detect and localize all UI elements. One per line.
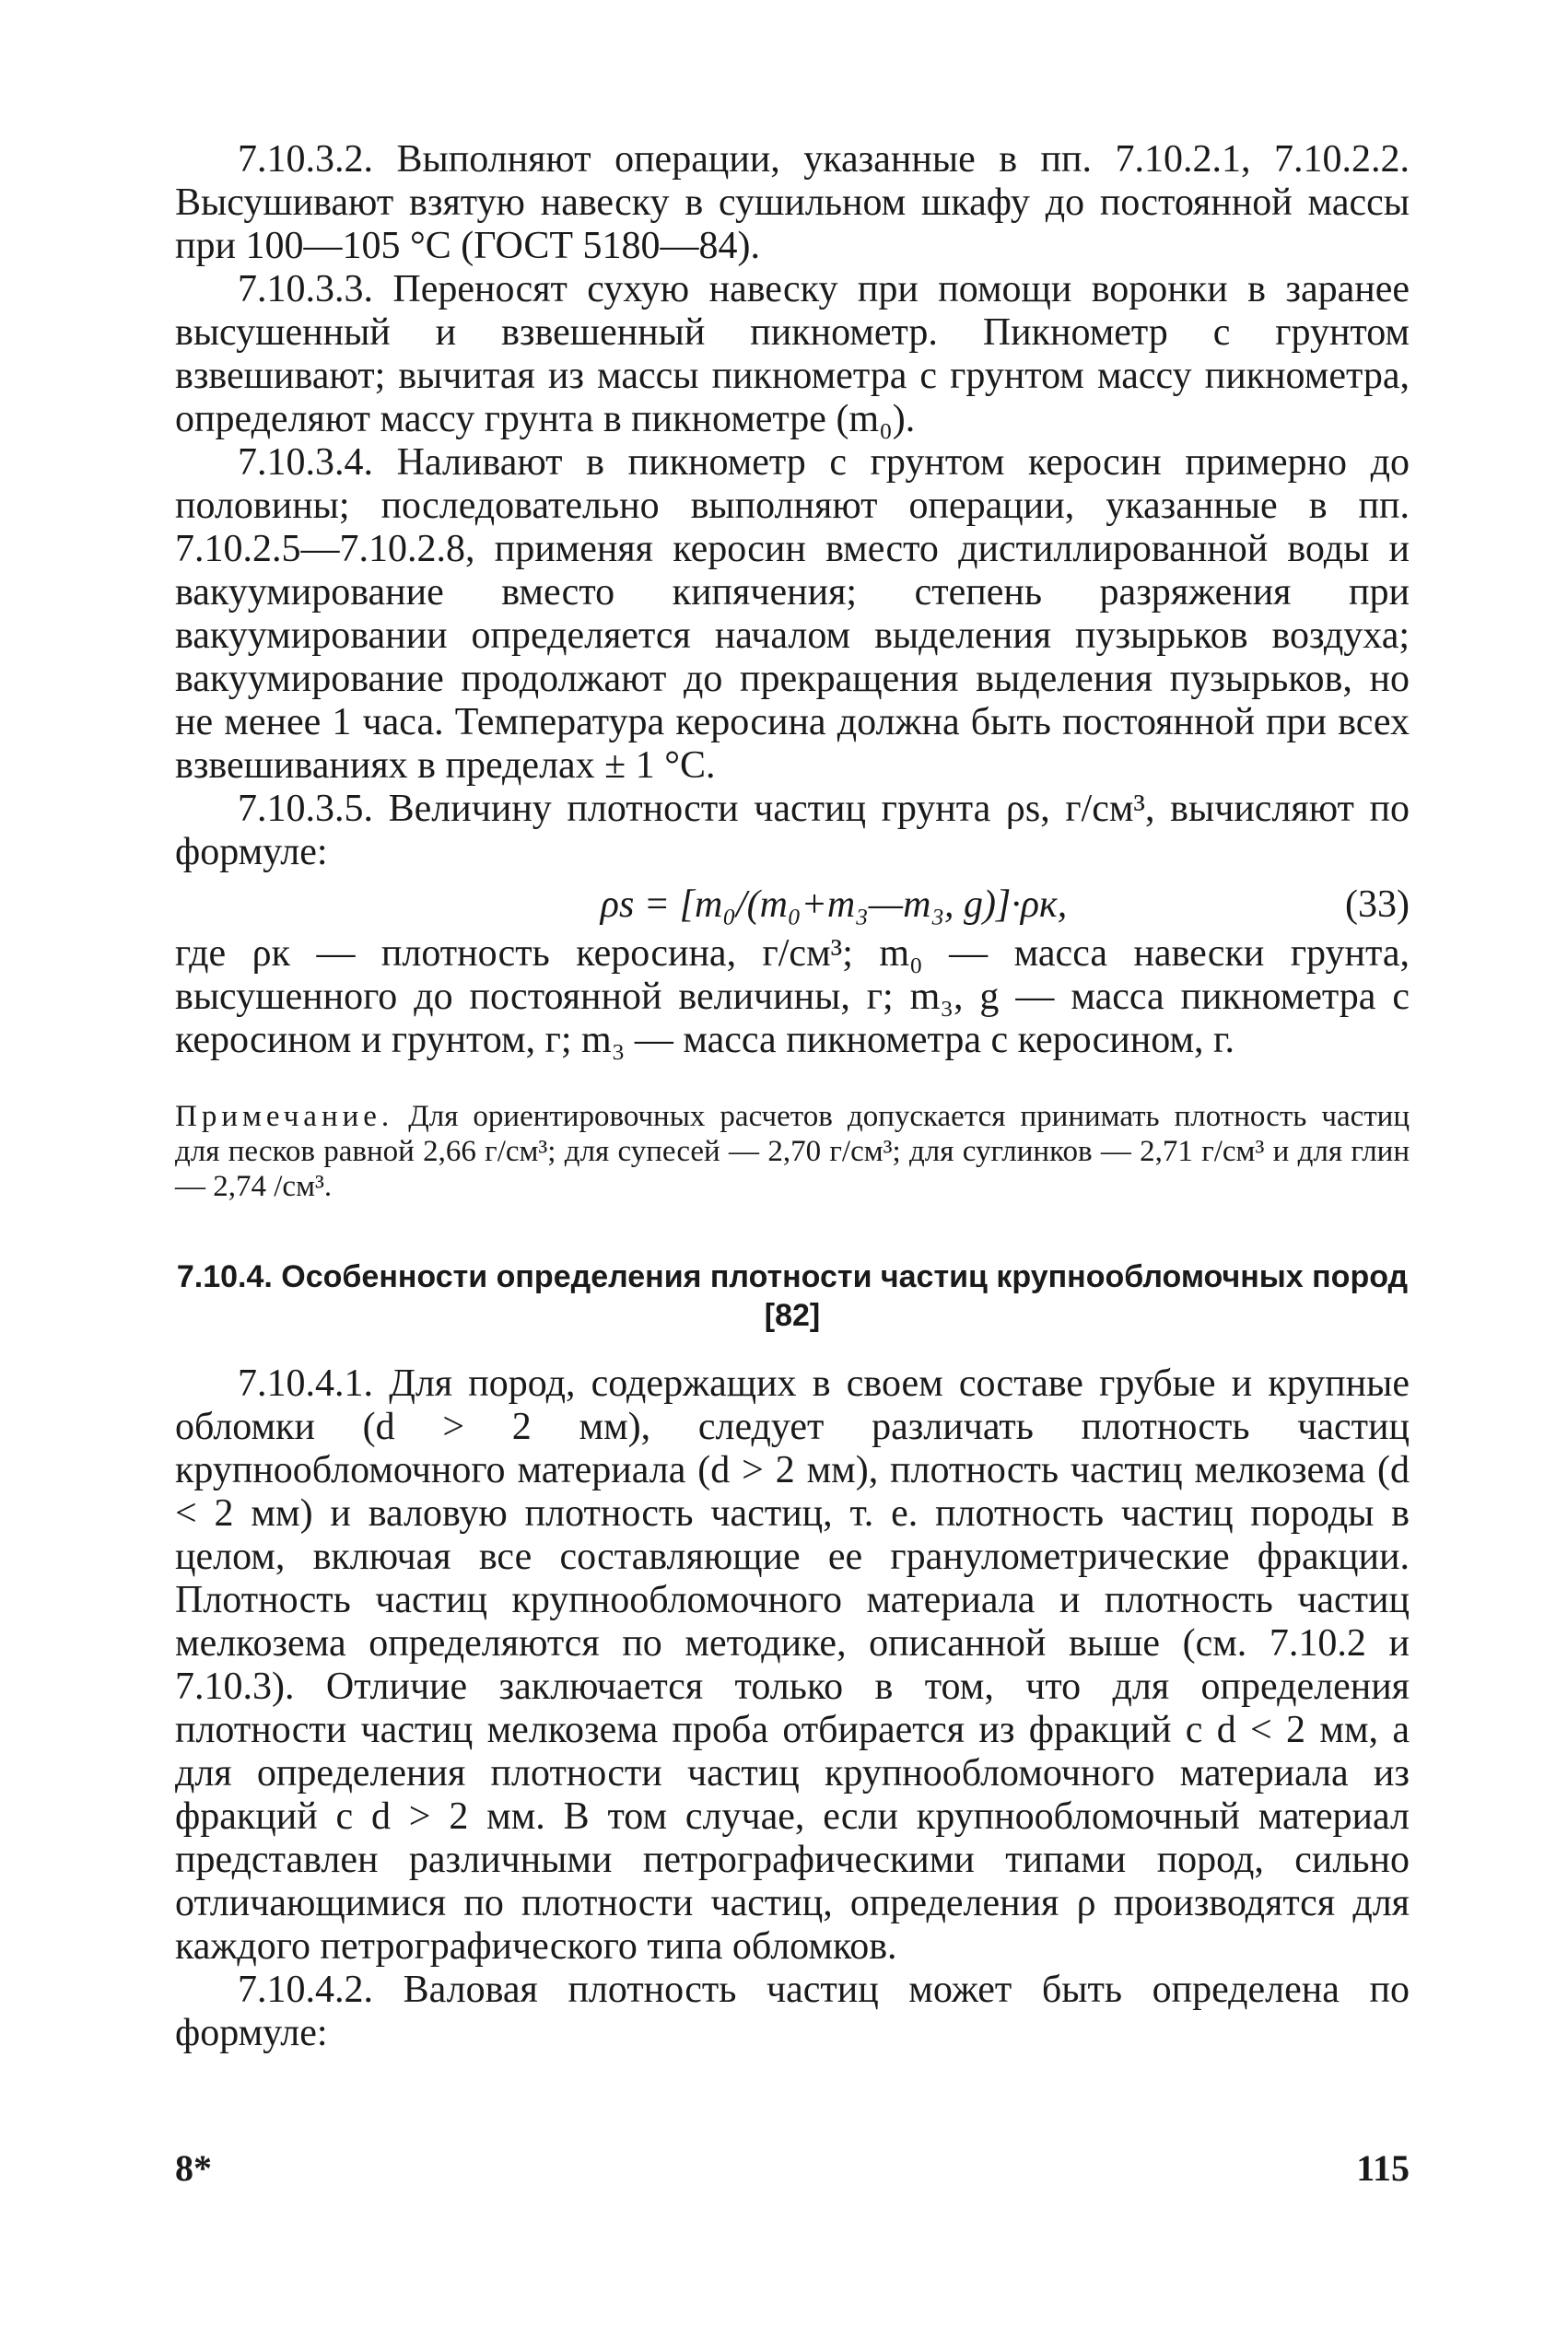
note-text: Для ориентировочных расчетов допускается принимать плотность частиц для песков равной 2,66 г/см³; для супесей — 2,70 г/см³; для суглинков — 2,71 г/см³ и для глин — 2,74 /см³. [175, 1100, 1410, 1203]
paragraph-7-10-4-2: 7.10.4.2. Валовая плотность частиц может быть определена по формуле: [175, 1969, 1410, 2054]
page-content [175, 138, 1410, 2055]
paragraph-7-10-4-1: 7.10.4.1. Для пород, содержащих в своем составе грубые и крупные обломки (d > 2 мм), следует различать плотность частиц крупнообломочного материала (d > 2 мм), плотность частиц мелкозема (d < 2 мм) и валовую плотность частиц, т. е. плотность частиц породы в целом, включая все составляющие ее гранулометрические фракции. Плотность частиц крупнообломочного материала и плотность частиц мелкозема определяются по методике, описанной выше (см. 7.10.2 и 7.10.3). Отличие заключается только в том, что для определения плотности частиц мелкозема проба отбирается из фракций с d < 2 мм, а для определения плотности частиц крупнообломочного материала из фракций с d > 2 мм. В том случае, если крупнообломочный материал представлен различными петрографическими типами пород, сильно отличающимися по плотности частиц, определения ρ производятся для каждого петрографического типа обломков. [175, 1362, 1410, 1968]
note [175, 1099, 1410, 1204]
signature-mark: 8* [175, 2147, 212, 2189]
formula-number: (33) [1345, 883, 1410, 926]
paragraph-7-10-3-2: 7.10.3.2. Выполняют операции, указанные в пп. 7.10.2.1, 7.10.2.2. Высушивают взятую навеску в сушильном шкафу до постоянной массы при 100—105 °С (ГОСТ 5180—84). [175, 138, 1410, 267]
page-footer [175, 2146, 1410, 2190]
note-label: Примечание. [175, 1100, 394, 1133]
formula-expression: ρs = [m₀/(m₀+m₃—m₃, g)]·ρк, [600, 883, 1068, 926]
page-number: 115 [1356, 2147, 1410, 2189]
section-heading-7-10-4: 7.10.4. Особенности определения плотности частиц крупнообломочных пород [82] [176, 1259, 1409, 1333]
paragraph-7-10-3-3: 7.10.3.3. Переносят сухую навеску при помощи воронки в заранее высушенный и взвешенный пикнометр. Пикнометр с грунтом взвешивают; вычитая из массы пикнометра с грунтом массу пикнометра, определяют массу грунта в пикнометре (m₀). [175, 268, 1410, 440]
formula-legend: где ρк — плотность керосина, г/см³; m₀ — масса навески грунта, высушенного до постоянной величины, г; m₃, g — масса пикнометра с керосином и грунтом, г; m₃ — масса пикнометра с керосином, г. [175, 932, 1410, 1061]
formula-33 [175, 883, 1410, 927]
paragraph-7-10-3-4: 7.10.3.4. Наливают в пикнометр с грунтом керосин примерно до половины; последовательно выполняют операции, указанные в пп. 7.10.2.5—7.10.2.8, применяя керосин вместо дистиллированной воды и вакуумирование вместо кипячения; степень разряжения при вакуумировании определяется началом выделения пузырьков воздуха; вакуумирование продолжают до прекращения выделения пузырьков, но не менее 1 часа. Температура керосина должна быть постоянной при всех взвешиваниях в пределах ± 1 °С. [175, 441, 1410, 787]
paragraph-7-10-3-5: 7.10.3.5. Величину плотности частиц грунта ρs, г/см³, вычисляют по формуле: [175, 788, 1410, 873]
